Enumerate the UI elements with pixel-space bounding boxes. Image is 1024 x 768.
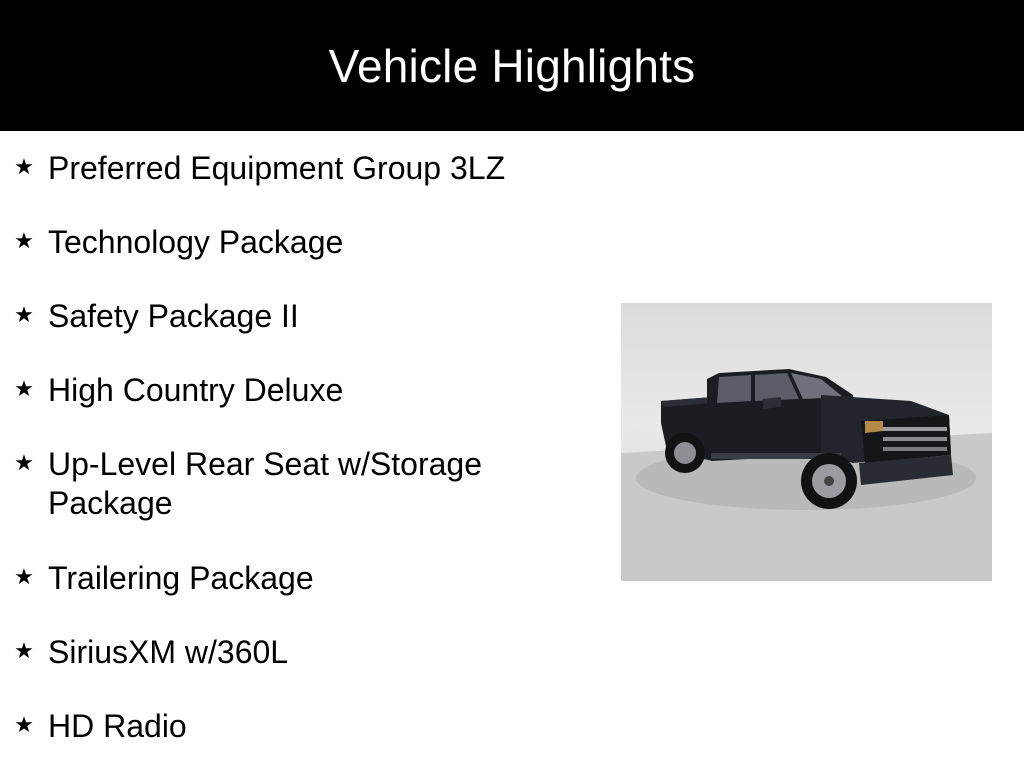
list-item	[0, 559, 600, 598]
star-icon: ★	[14, 639, 34, 664]
star-icon: ★	[14, 565, 34, 590]
star-icon: ★	[14, 303, 34, 328]
star-icon: ★	[14, 229, 34, 254]
highlight-label: Technology Package	[48, 224, 344, 260]
list-item	[0, 297, 600, 336]
star-icon: ★	[14, 377, 34, 402]
vehicle-photo	[621, 303, 992, 581]
highlight-label: SiriusXM w/360L	[48, 634, 289, 670]
star-icon: ★	[14, 155, 34, 180]
page-title: Vehicle Highlights	[328, 39, 696, 92]
highlight-label: Up-Level Rear Seat w/Storage Package	[48, 446, 482, 521]
highlight-label: Preferred Equipment Group 3LZ	[48, 150, 506, 186]
highlight-label: Safety Package II	[48, 298, 299, 334]
list-item	[0, 149, 600, 188]
highlight-label: HD Radio	[48, 708, 187, 744]
star-icon: ★	[14, 713, 34, 738]
list-item	[0, 445, 600, 523]
list-item	[0, 371, 600, 410]
list-item	[0, 707, 600, 746]
highlight-label: High Country Deluxe	[48, 372, 344, 408]
truck-photo-icon	[621, 303, 992, 581]
star-icon: ★	[14, 451, 34, 476]
header-bar	[0, 0, 1024, 131]
list-item	[0, 633, 600, 672]
list-item	[0, 223, 600, 262]
highlight-label: Trailering Package	[48, 560, 314, 596]
